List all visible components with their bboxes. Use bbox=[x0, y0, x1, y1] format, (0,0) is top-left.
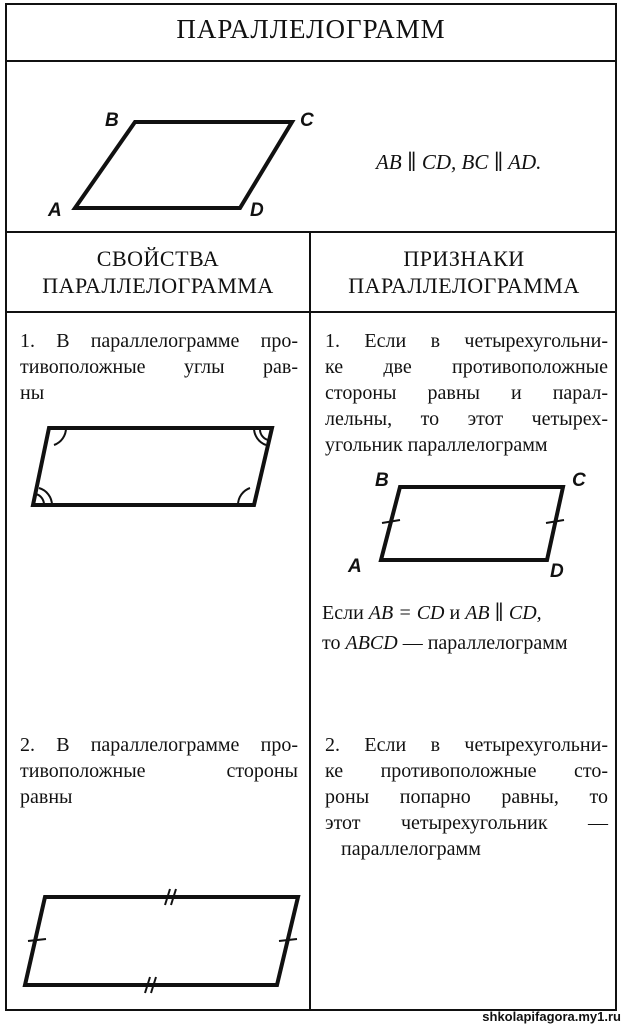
criterion-1-label-a: A bbox=[348, 556, 362, 577]
top-label-d: D bbox=[250, 200, 264, 221]
property-2-text: 2. В параллелограмме про- тивоположные стороны равны bbox=[20, 734, 298, 808]
top-label-a: A bbox=[48, 200, 62, 221]
criterion-2-text: 2. Если в четырехугольни- ке противоположные сто- роны попарно равны, то этот четырехугольник — параллелограмм bbox=[325, 734, 608, 860]
criterion-1-condition-line1: Если AB = CD и AB ∥ CD, bbox=[322, 602, 542, 624]
criterion-1-label-c: C bbox=[572, 470, 586, 491]
criterion-1-condition-line2: то ABCD — параллелограмм bbox=[322, 632, 568, 654]
criteria-header-line2: ПАРАЛЛЕЛОГРАММА bbox=[348, 273, 580, 298]
parallel-formula: AB ∥ CD, BC ∥ AD. bbox=[376, 150, 542, 174]
properties-header-line2: ПАРАЛЛЕЛОГРАММА bbox=[42, 273, 274, 298]
top-label-c: C bbox=[300, 110, 314, 131]
page-title: ПАРАЛЛЕЛОГРАММ bbox=[176, 14, 446, 44]
criteria-header-line1: ПРИЗНАКИ bbox=[403, 246, 525, 271]
property-1-text: 1. В параллелограмме про- тивоположные углы рав- ны bbox=[20, 330, 298, 404]
criterion-1-text: 1. Если в четырехугольни- ке две противоположные стороны равны и парал- лельны, то этот четырех- угольник параллелограмм bbox=[325, 330, 608, 456]
watermark: shkolapifagora.my1.ru bbox=[482, 1009, 621, 1024]
criterion-1-label-d: D bbox=[550, 561, 564, 582]
top-label-b: B bbox=[105, 110, 119, 131]
criterion-1-label-b: B bbox=[375, 470, 389, 491]
properties-header-line1: СВОЙСТВА bbox=[96, 246, 220, 271]
